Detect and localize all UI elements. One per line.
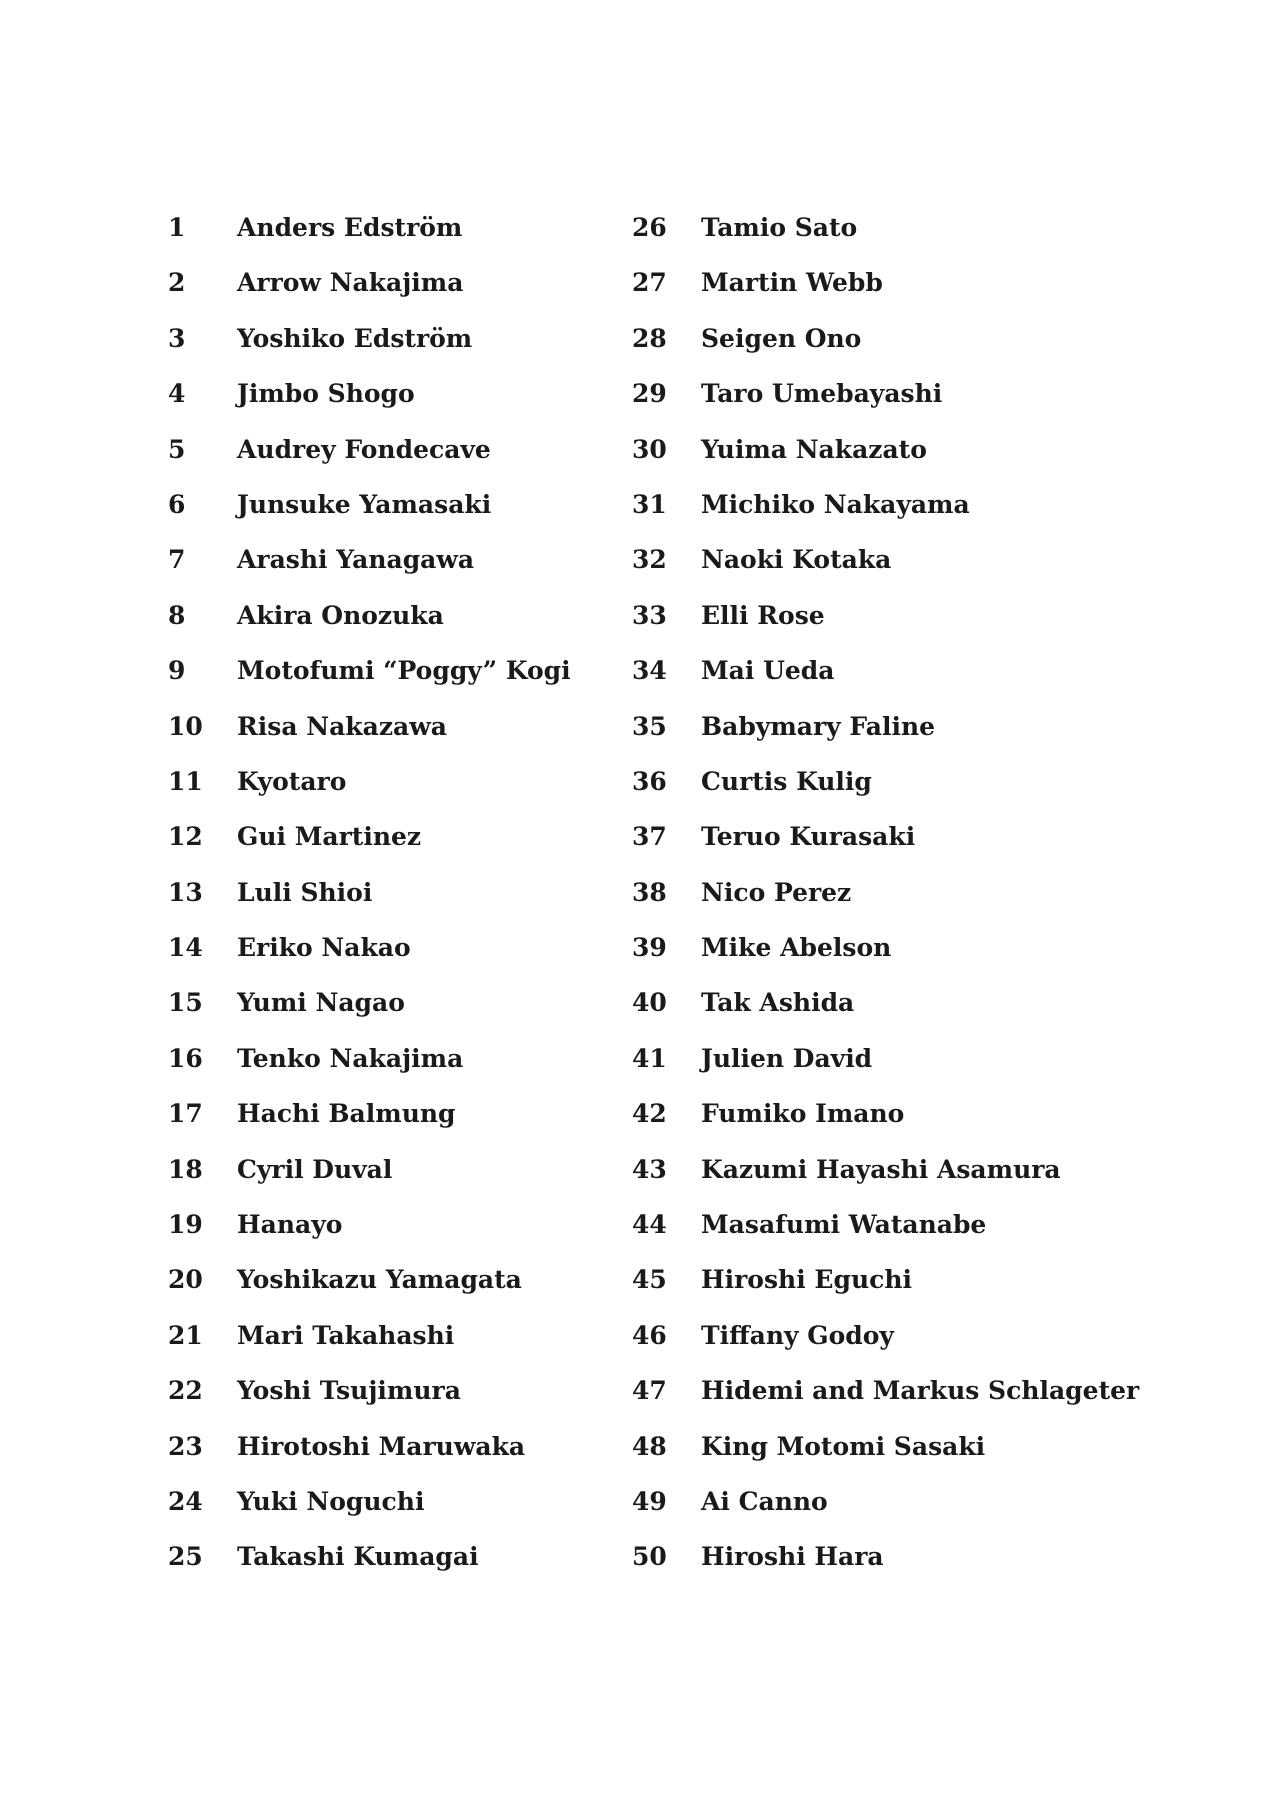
entry-name: Tak Ashida xyxy=(701,988,855,1018)
entry-name: Julien David xyxy=(701,1043,873,1073)
entry-number: 33 xyxy=(632,600,667,630)
entry-name: Nico Perez xyxy=(701,877,852,907)
entry-number: 3 xyxy=(168,323,186,353)
entry-number: 41 xyxy=(632,1043,667,1073)
entry-number: 9 xyxy=(168,656,186,686)
entry-name: Gui Martinez xyxy=(237,822,422,852)
entry-number: 48 xyxy=(632,1431,667,1461)
entry-number: 43 xyxy=(632,1154,667,1184)
entry-number: 31 xyxy=(632,489,667,519)
entry-number: 47 xyxy=(632,1376,667,1406)
entry-name: Yuki Noguchi xyxy=(237,1486,425,1516)
entry-number: 14 xyxy=(168,933,203,963)
entry-name: Naoki Kotaka xyxy=(701,545,892,575)
entry-number: 29 xyxy=(632,379,667,409)
entry-number: 28 xyxy=(632,323,667,353)
entry-name: Hiroshi Hara xyxy=(701,1542,884,1572)
entry-number: 4 xyxy=(168,379,186,409)
entry-number: 49 xyxy=(632,1486,667,1516)
entry-name: King Motomi Sasaki xyxy=(701,1431,986,1461)
entry-name: Hirotoshi Maruwaka xyxy=(237,1431,526,1461)
entry-number: 20 xyxy=(168,1265,203,1295)
entry-number: 42 xyxy=(632,1099,667,1129)
entry-name: Hidemi and Markus Schlageter xyxy=(701,1376,1140,1406)
entry-name: Fumiko Imano xyxy=(701,1099,905,1129)
entry-number: 40 xyxy=(632,988,667,1018)
entry-name: Audrey Fondecave xyxy=(237,434,491,464)
entry-name: Hanayo xyxy=(237,1210,343,1240)
entry-number: 8 xyxy=(168,600,186,630)
entry-name: Babymary Faline xyxy=(701,711,936,741)
entry-name: Hachi Balmung xyxy=(237,1099,456,1129)
entry-name: Motofumi “Poggy” Kogi xyxy=(237,656,571,686)
entry-number: 32 xyxy=(632,545,667,575)
entry-number: 35 xyxy=(632,711,667,741)
entry-name: Takashi Kumagai xyxy=(237,1542,479,1572)
entry-number: 36 xyxy=(632,766,667,796)
entry-number: 39 xyxy=(632,933,667,963)
entry-number: 11 xyxy=(168,766,203,796)
entry-number: 27 xyxy=(632,268,667,298)
entry-number: 5 xyxy=(168,434,186,464)
entry-name: Arashi Yanagawa xyxy=(237,545,475,575)
entry-number: 17 xyxy=(168,1099,203,1129)
entry-name: Curtis Kulig xyxy=(701,766,872,796)
entry-number: 15 xyxy=(168,988,203,1018)
entry-name: Junsuke Yamasaki xyxy=(237,489,492,519)
entry-number: 12 xyxy=(168,822,203,852)
entry-name: Luli Shioi xyxy=(237,877,373,907)
entry-name: Yuima Nakazato xyxy=(701,434,927,464)
entry-number: 6 xyxy=(168,489,186,519)
entry-number: 25 xyxy=(168,1542,203,1572)
entry-name: Martin Webb xyxy=(701,268,883,298)
entry-number: 10 xyxy=(168,711,203,741)
entry-name: Kyotaro xyxy=(237,766,347,796)
entry-number: 37 xyxy=(632,822,667,852)
entry-number: 13 xyxy=(168,877,203,907)
entry-name: Elli Rose xyxy=(701,600,825,630)
entry-name: Yoshikazu Yamagata xyxy=(237,1265,522,1295)
entry-name: Tamio Sato xyxy=(701,213,858,242)
entry-number: 18 xyxy=(168,1154,203,1184)
entry-name: Yoshi Tsujimura xyxy=(237,1376,461,1406)
entry-number: 38 xyxy=(632,877,667,907)
entry-number: 24 xyxy=(168,1486,203,1516)
entry-name: Masafumi Watanabe xyxy=(701,1210,987,1240)
entry-name: Risa Nakazawa xyxy=(237,711,447,741)
entry-number: 34 xyxy=(632,656,667,686)
entry-number: 7 xyxy=(168,545,186,575)
entry-name: Mari Takahashi xyxy=(237,1320,455,1350)
entry-number: 45 xyxy=(632,1265,667,1295)
entry-number: 16 xyxy=(168,1043,203,1073)
entry-name: Teruo Kurasaki xyxy=(701,822,916,852)
entry-name: Yoshiko Edström xyxy=(237,323,473,353)
entry-number: 30 xyxy=(632,434,667,464)
entry-name: Michiko Nakayama xyxy=(701,489,970,519)
entry-name: Tiffany Godoy xyxy=(701,1320,894,1350)
entry-name: Ai Canno xyxy=(701,1486,828,1516)
entry-number: 50 xyxy=(632,1542,667,1572)
entry-number: 26 xyxy=(632,213,667,242)
entry-name: Jimbo Shogo xyxy=(237,379,415,409)
entry-name: Mai Ueda xyxy=(701,656,835,686)
entry-name: Tenko Nakajima xyxy=(237,1043,464,1073)
entry-number: 23 xyxy=(168,1431,203,1461)
entry-name: Anders Edström xyxy=(237,213,463,242)
entry-name: Taro Umebayashi xyxy=(701,379,943,409)
entry-number: 2 xyxy=(168,268,186,298)
entry-number: 22 xyxy=(168,1376,203,1406)
entry-name: Yumi Nagao xyxy=(237,988,405,1018)
entry-number: 21 xyxy=(168,1320,203,1350)
entry-number: 46 xyxy=(632,1320,667,1350)
entry-number: 1 xyxy=(168,213,186,242)
entry-name: Hiroshi Eguchi xyxy=(701,1265,913,1295)
entry-name: Seigen Ono xyxy=(701,323,862,353)
entry-number: 19 xyxy=(168,1210,203,1240)
entry-number: 44 xyxy=(632,1210,667,1240)
entry-name: Eriko Nakao xyxy=(237,933,411,963)
entry-name: Kazumi Hayashi Asamura xyxy=(701,1154,1061,1184)
entry-name: Arrow Nakajima xyxy=(237,268,464,298)
entry-name: Cyril Duval xyxy=(237,1154,393,1184)
entry-name: Mike Abelson xyxy=(701,933,892,963)
entry-name: Akira Onozuka xyxy=(237,600,444,630)
